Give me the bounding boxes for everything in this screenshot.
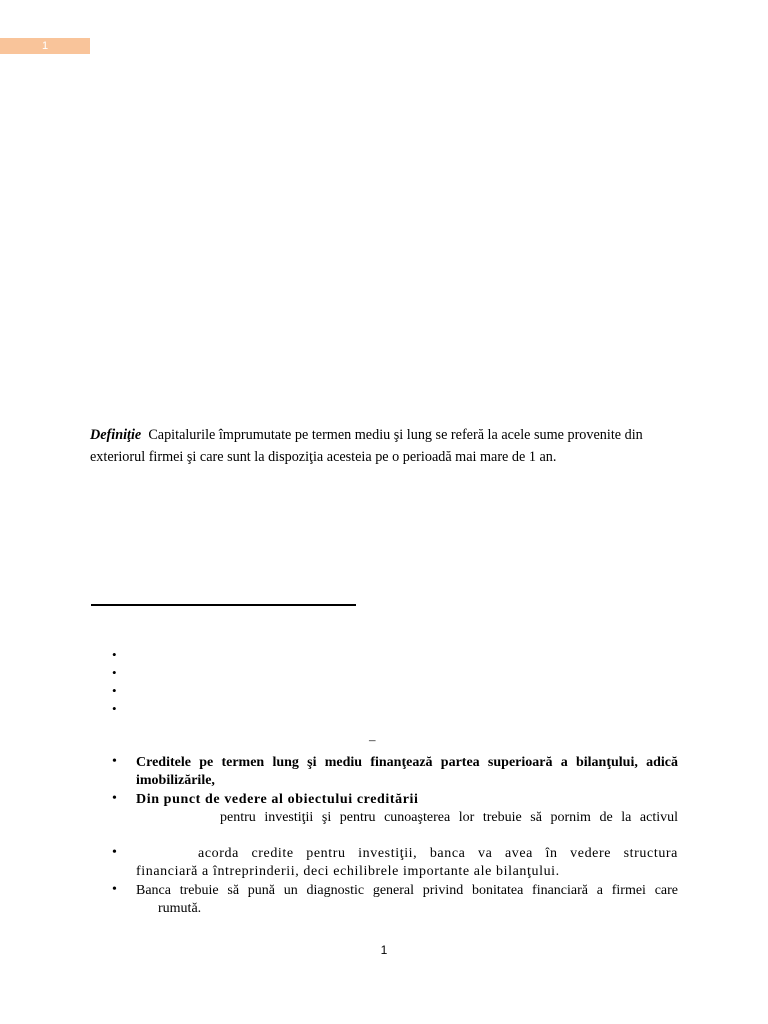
empty-bullet-2: • — [112, 665, 117, 680]
dash-mark: – — [369, 732, 376, 747]
bullet-marker-4: • — [112, 882, 117, 897]
list-item-2-continuation: pentru investiţii şi pentru cunoaşterea lor trebuie să pornim de la activul — [220, 810, 678, 825]
list-item-3-line-2: financiară a întreprinderii, deci echilibrele importante ale bilanţului. — [136, 864, 560, 879]
footer-page-number: 1 — [380, 943, 388, 957]
bullet-marker-1: • — [112, 754, 117, 769]
list-item-1: Creditele pe termen lung şi mediu finanţează partea superioară a bilanţului, adică imobilizările, — [136, 755, 678, 788]
definition-term: Definiţie — [90, 427, 142, 443]
list-item-2-heading: Din punct de vedere al obiectului creditării — [136, 792, 419, 807]
horizontal-rule — [91, 604, 356, 606]
list-item-4-line-1: Banca trebuie să pună un diagnostic general privind bonitatea financiară a firmei care — [136, 883, 678, 898]
empty-bullet-1: • — [112, 647, 117, 662]
empty-bullet-4: • — [112, 701, 117, 716]
empty-bullet-3: • — [112, 683, 117, 698]
page-number-badge: 1 — [0, 38, 90, 54]
definition-paragraph — [90, 424, 678, 468]
bullet-marker-3: • — [112, 845, 117, 860]
list-item-3-line-1: acorda credite pentru investiţii, banca va avea în vedere structura — [198, 846, 678, 861]
bullet-marker-2: • — [112, 791, 117, 806]
list-item-4-line-2: rumută. — [158, 901, 202, 916]
definition-text: Capitalurile împrumutate pe termen mediu şi lung se referă la acele sume provenite din exteriorul firmei şi care sunt la dispoziţia acesteia pe o perioadă mai mare de 1 an. — [90, 427, 643, 465]
